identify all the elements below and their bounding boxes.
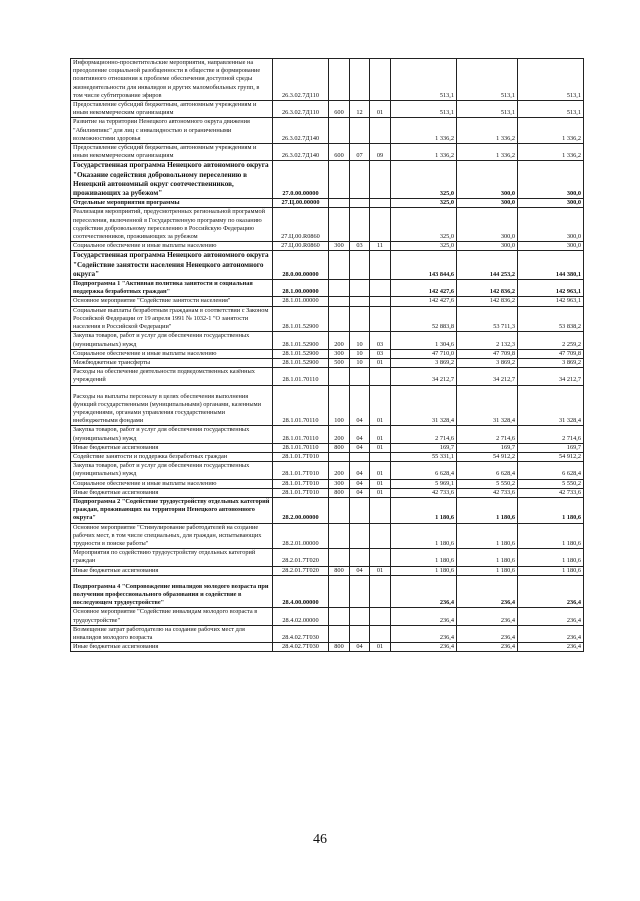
- table-row: [71, 497, 584, 523]
- subsection-code: 03: [370, 332, 391, 349]
- amount-year-3: 53 838,2: [518, 306, 584, 332]
- row-name: Основное мероприятие "Содействие занятости населения": [71, 297, 273, 306]
- expense-type-code: 600: [329, 144, 350, 161]
- amount-year-1: 513,1: [391, 101, 457, 118]
- amount-year-1: 236,4: [391, 625, 457, 642]
- amount-year-1: 513,1: [391, 59, 457, 101]
- amount-year-3: 6 628,4: [518, 462, 584, 479]
- amount-year-1: 42 733,6: [391, 488, 457, 497]
- row-name: Возмещение затрат работодателю на создание рабочих мест для инвалидов молодого возраста: [71, 625, 273, 642]
- row-name: Закупка товаров, работ и услуг для обеспечения государственных (муниципальных) нужд: [71, 332, 273, 349]
- amount-year-3: 54 912,2: [518, 452, 584, 461]
- amount-year-3: 2 259,2: [518, 332, 584, 349]
- target-article-code: 27.Ц.00.R0860: [273, 242, 329, 251]
- amount-year-2: 513,1: [457, 59, 518, 101]
- amount-year-2: 142 836,2: [457, 280, 518, 297]
- table-row: [71, 385, 584, 426]
- expense-type-code: 200: [329, 332, 350, 349]
- expense-type-code: [329, 497, 350, 523]
- table-row: [71, 144, 584, 161]
- amount-year-1: 1 180,6: [391, 549, 457, 566]
- table-row: [71, 443, 584, 452]
- row-name: Основное мероприятие "Стимулирование работодателей на создание рабочих мест, в том числе специальных, для граждан, испытывающих трудности в поиске работы": [71, 523, 273, 549]
- amount-year-1: 5 969,1: [391, 479, 457, 488]
- subsection-code: 01: [370, 479, 391, 488]
- amount-year-3: 1 180,6: [518, 523, 584, 549]
- amount-year-2: 1 336,2: [457, 144, 518, 161]
- expense-type-code: [329, 608, 350, 625]
- table-row: [71, 349, 584, 358]
- subsection-code: 01: [370, 101, 391, 118]
- amount-year-3: 169,7: [518, 443, 584, 452]
- amount-year-2: 1 180,6: [457, 523, 518, 549]
- expense-type-code: [329, 575, 350, 608]
- row-name: Государственная программа Ненецкого автономного округа "Оказание содействия добровольному переселению в Ненецкий автономный округ соотечественников, проживающих за рубежом": [71, 161, 273, 199]
- target-article-code: 28.4.00.00000: [273, 575, 329, 608]
- expense-type-code: [329, 208, 350, 242]
- row-name: Закупка товаров, работ и услуг для обеспечения государственных (муниципальных) нужд: [71, 426, 273, 443]
- subsection-code: 11: [370, 242, 391, 251]
- amount-year-2: 300,0: [457, 208, 518, 242]
- row-name: Подпрограмма 2 "Содействие трудоустройству отдельных категорий граждан, проживающих на территории Ненецкого автономного округа": [71, 497, 273, 523]
- row-name: Социальное обеспечение и иные выплаты населению: [71, 242, 273, 251]
- amount-year-2: 169,7: [457, 443, 518, 452]
- table-row: [71, 297, 584, 306]
- table-row: [71, 608, 584, 625]
- expense-type-code: [329, 549, 350, 566]
- amount-year-2: 47 709,8: [457, 349, 518, 358]
- section-code: [350, 251, 370, 280]
- row-name: Информационно-просветительские мероприятия, направленные на преодоление социальной разобщенности в обществе и формирование позитивного отношения к проблеме обеспечения доступной среды жизнедеятельности для инвалидов и других маломобильных групп, в том числе субтитрование эфиров: [71, 59, 273, 101]
- section-code: 04: [350, 566, 370, 575]
- amount-year-3: 5 550,2: [518, 479, 584, 488]
- amount-year-1: 34 212,7: [391, 368, 457, 385]
- target-article-code: 28.1.01.7Т010: [273, 462, 329, 479]
- subsection-code: 01: [370, 643, 391, 652]
- table-row: [71, 575, 584, 608]
- amount-year-1: 169,7: [391, 443, 457, 452]
- subsection-code: [370, 608, 391, 625]
- amount-year-2: 31 328,4: [457, 385, 518, 426]
- table-row: [71, 242, 584, 251]
- expense-type-code: 500: [329, 358, 350, 367]
- budget-table: [70, 58, 584, 652]
- row-name: Государственная программа Ненецкого автономного округа "Содействие занятости населения Ненецкого автономного округа": [71, 251, 273, 280]
- amount-year-3: 1 180,6: [518, 549, 584, 566]
- amount-year-3: 34 212,7: [518, 368, 584, 385]
- section-code: 04: [350, 462, 370, 479]
- subsection-code: [370, 497, 391, 523]
- table-row: [71, 199, 584, 208]
- subsection-code: [370, 208, 391, 242]
- amount-year-1: 3 869,2: [391, 358, 457, 367]
- section-code: 10: [350, 349, 370, 358]
- subsection-code: 09: [370, 144, 391, 161]
- amount-year-2: 236,4: [457, 608, 518, 625]
- row-name: Социальные выплаты безработным гражданам в соответствии с Законом Российской Федерации от 19 апреля 1991 № 1032-1 "О занятости населения в Российской Федерации": [71, 306, 273, 332]
- expense-type-code: 200: [329, 462, 350, 479]
- target-article-code: 28.2.01.7Т020: [273, 566, 329, 575]
- amount-year-1: 236,4: [391, 575, 457, 608]
- expense-type-code: 200: [329, 426, 350, 443]
- table-row: [71, 59, 584, 101]
- subsection-code: [370, 59, 391, 101]
- amount-year-2: 34 212,7: [457, 368, 518, 385]
- row-name: Социальное обеспечение и иные выплаты населению: [71, 479, 273, 488]
- amount-year-2: 1 180,6: [457, 497, 518, 523]
- subsection-code: 01: [370, 443, 391, 452]
- table-row: [71, 251, 584, 280]
- section-code: [350, 297, 370, 306]
- amount-year-1: 1 336,2: [391, 118, 457, 144]
- section-code: [350, 575, 370, 608]
- target-article-code: 27.0.00.00000: [273, 161, 329, 199]
- section-code: 10: [350, 358, 370, 367]
- expense-type-code: [329, 625, 350, 642]
- amount-year-2: 142 836,2: [457, 297, 518, 306]
- row-name: Реализация мероприятий, предусмотренных региональной программой переселения, включенной в Государственную программу по оказанию содействия добровольному переселению в Российскую Федерацию соотечественников, проживающих за рубежом: [71, 208, 273, 242]
- expense-type-code: [329, 452, 350, 461]
- amount-year-1: 142 427,6: [391, 297, 457, 306]
- amount-year-3: 1 180,6: [518, 497, 584, 523]
- expense-type-code: [329, 161, 350, 199]
- section-code: 04: [350, 643, 370, 652]
- target-article-code: 28.2.01.7Т020: [273, 549, 329, 566]
- row-name: Развитие на территории Ненецкого автономного округа движения "Абилимпикс" для лиц с инвалидностью и ограниченными возможностями здоровья: [71, 118, 273, 144]
- amount-year-3: 1 336,2: [518, 118, 584, 144]
- table-row: [71, 358, 584, 367]
- row-name: Подпрограмма 4 "Сопровождение инвалидов молодого возраста при получении профессионального образования и содействие в последующем трудоустройстве": [71, 575, 273, 608]
- amount-year-1: 325,0: [391, 161, 457, 199]
- amount-year-2: 2 132,3: [457, 332, 518, 349]
- row-name: Предоставление субсидий бюджетным, автономным учреждениям и иным некоммерческим организациям: [71, 144, 273, 161]
- target-article-code: 28.2.00.00000: [273, 497, 329, 523]
- section-code: 04: [350, 479, 370, 488]
- amount-year-1: 52 883,8: [391, 306, 457, 332]
- row-name: Подпрограмма 1 "Активная политика занятости и социальная поддержка безработных граждан": [71, 280, 273, 297]
- expense-type-code: 600: [329, 101, 350, 118]
- amount-year-1: 47 710,0: [391, 349, 457, 358]
- amount-year-1: 2 714,6: [391, 426, 457, 443]
- target-article-code: 28.1.01.70110: [273, 443, 329, 452]
- amount-year-3: 1 180,6: [518, 566, 584, 575]
- row-name: Иные бюджетные ассигнования: [71, 443, 273, 452]
- table-row: [71, 118, 584, 144]
- amount-year-2: 513,1: [457, 101, 518, 118]
- amount-year-3: 236,4: [518, 625, 584, 642]
- amount-year-3: 42 733,6: [518, 488, 584, 497]
- section-code: [350, 497, 370, 523]
- expense-type-code: [329, 297, 350, 306]
- subsection-code: 01: [370, 488, 391, 497]
- target-article-code: 26.3.02.7Д140: [273, 118, 329, 144]
- target-article-code: 26.3.02.7Д110: [273, 59, 329, 101]
- table-row: [71, 161, 584, 199]
- section-code: [350, 625, 370, 642]
- target-article-code: 28.1.01.52900: [273, 332, 329, 349]
- amount-year-1: 1 180,6: [391, 523, 457, 549]
- amount-year-2: 54 912,2: [457, 452, 518, 461]
- table-row: [71, 452, 584, 461]
- target-article-code: 28.1.01.52900: [273, 358, 329, 367]
- amount-year-2: 6 628,4: [457, 462, 518, 479]
- amount-year-2: 236,4: [457, 643, 518, 652]
- amount-year-3: 236,4: [518, 643, 584, 652]
- amount-year-3: 236,4: [518, 575, 584, 608]
- subsection-code: [370, 452, 391, 461]
- section-code: 12: [350, 101, 370, 118]
- target-article-code: 28.1.01.70110: [273, 385, 329, 426]
- amount-year-2: 236,4: [457, 575, 518, 608]
- amount-year-2: 300,0: [457, 161, 518, 199]
- row-name: Иные бюджетные ассигнования: [71, 643, 273, 652]
- amount-year-1: 325,0: [391, 242, 457, 251]
- expense-type-code: 800: [329, 566, 350, 575]
- row-name: Предоставление субсидий бюджетным, автономным учреждениям и иным некоммерческим организациям: [71, 101, 273, 118]
- table-row: [71, 101, 584, 118]
- row-name: Отдельные мероприятия программы: [71, 199, 273, 208]
- amount-year-2: 5 550,2: [457, 479, 518, 488]
- target-article-code: 27.Ц.00.R0860: [273, 208, 329, 242]
- table-row: [71, 208, 584, 242]
- section-code: 04: [350, 443, 370, 452]
- amount-year-3: 300,0: [518, 161, 584, 199]
- expense-type-code: [329, 368, 350, 385]
- target-article-code: 28.1.01.7Т010: [273, 479, 329, 488]
- amount-year-3: 47 709,8: [518, 349, 584, 358]
- amount-year-2: 300,0: [457, 242, 518, 251]
- target-article-code: 28.4.02.00000: [273, 608, 329, 625]
- row-name: Закупка товаров, работ и услуг для обеспечения государственных (муниципальных) нужд: [71, 462, 273, 479]
- subsection-code: [370, 297, 391, 306]
- subsection-code: [370, 251, 391, 280]
- target-article-code: 28.1.01.7Т010: [273, 452, 329, 461]
- subsection-code: [370, 280, 391, 297]
- row-name: Иные бюджетные ассигнования: [71, 488, 273, 497]
- row-name: Социальное обеспечение и иные выплаты населению: [71, 349, 273, 358]
- amount-year-3: 300,0: [518, 208, 584, 242]
- section-code: 03: [350, 242, 370, 251]
- amount-year-3: 2 714,6: [518, 426, 584, 443]
- row-name: Расходы на выплаты персоналу в целях обеспечения выполнения функций государственными (муниципальными) органами, казенными учреждениями, органами управления государственными внебюджетными фондами: [71, 385, 273, 426]
- expense-type-code: 300: [329, 349, 350, 358]
- amount-year-2: 1 180,6: [457, 566, 518, 575]
- target-article-code: 28.0.00.00000: [273, 251, 329, 280]
- subsection-code: [370, 523, 391, 549]
- amount-year-3: 513,1: [518, 59, 584, 101]
- amount-year-3: 3 869,2: [518, 358, 584, 367]
- amount-year-3: 142 963,1: [518, 280, 584, 297]
- amount-year-3: 142 963,1: [518, 297, 584, 306]
- target-article-code: 28.1.01.70110: [273, 426, 329, 443]
- row-name: Межбюджетные трансферты: [71, 358, 273, 367]
- section-code: [350, 59, 370, 101]
- subsection-code: 01: [370, 462, 391, 479]
- section-code: 04: [350, 488, 370, 497]
- table-row: [71, 549, 584, 566]
- section-code: 04: [350, 385, 370, 426]
- expense-type-code: [329, 118, 350, 144]
- amount-year-3: 1 336,2: [518, 144, 584, 161]
- amount-year-1: 31 328,4: [391, 385, 457, 426]
- amount-year-1: 236,4: [391, 608, 457, 625]
- section-code: [350, 199, 370, 208]
- amount-year-1: 1 304,6: [391, 332, 457, 349]
- subsection-code: [370, 161, 391, 199]
- section-code: [350, 280, 370, 297]
- row-name: Расходы на обеспечение деятельности подведомственных казённых учреждений: [71, 368, 273, 385]
- amount-year-2: 3 869,2: [457, 358, 518, 367]
- expense-type-code: 300: [329, 242, 350, 251]
- amount-year-2: 2 714,6: [457, 426, 518, 443]
- target-article-code: 28.1.01.70110: [273, 368, 329, 385]
- section-code: [350, 306, 370, 332]
- amount-year-2: 300,0: [457, 199, 518, 208]
- table-row: [71, 368, 584, 385]
- subsection-code: 01: [370, 385, 391, 426]
- target-article-code: 28.2.01.00000: [273, 523, 329, 549]
- amount-year-1: 325,0: [391, 208, 457, 242]
- section-code: [350, 523, 370, 549]
- amount-year-2: 42 733,6: [457, 488, 518, 497]
- expense-type-code: [329, 59, 350, 101]
- amount-year-2: 144 253,2: [457, 251, 518, 280]
- section-code: [350, 368, 370, 385]
- amount-year-2: 236,4: [457, 625, 518, 642]
- target-article-code: 27.Ц.00.00000: [273, 199, 329, 208]
- target-article-code: 28.1.00.00000: [273, 280, 329, 297]
- section-code: [350, 549, 370, 566]
- amount-year-1: 55 331,1: [391, 452, 457, 461]
- expense-type-code: [329, 523, 350, 549]
- amount-year-2: 1 180,6: [457, 549, 518, 566]
- subsection-code: 03: [370, 349, 391, 358]
- subsection-code: 01: [370, 426, 391, 443]
- target-article-code: 28.4.02.7Т030: [273, 625, 329, 642]
- row-name: Содействие занятости и поддержка безработных граждан: [71, 452, 273, 461]
- target-article-code: 28.1.01.52900: [273, 349, 329, 358]
- expense-type-code: [329, 199, 350, 208]
- amount-year-1: 236,4: [391, 643, 457, 652]
- table-row: [71, 566, 584, 575]
- target-article-code: 28.1.01.52900: [273, 306, 329, 332]
- table-row: [71, 462, 584, 479]
- subsection-code: [370, 625, 391, 642]
- section-code: 04: [350, 426, 370, 443]
- table-row: [71, 426, 584, 443]
- amount-year-1: 1 180,6: [391, 566, 457, 575]
- amount-year-1: 142 427,6: [391, 280, 457, 297]
- target-article-code: 28.1.01.7Т010: [273, 488, 329, 497]
- table-row: [71, 643, 584, 652]
- target-article-code: 26.3.02.7Д140: [273, 144, 329, 161]
- subsection-code: 01: [370, 566, 391, 575]
- section-code: [350, 452, 370, 461]
- section-code: [350, 608, 370, 625]
- expense-type-code: 800: [329, 643, 350, 652]
- subsection-code: [370, 118, 391, 144]
- subsection-code: [370, 199, 391, 208]
- page-number: 46: [313, 832, 327, 847]
- subsection-code: [370, 368, 391, 385]
- amount-year-2: 1 336,2: [457, 118, 518, 144]
- expense-type-code: 100: [329, 385, 350, 426]
- target-article-code: 28.4.02.7Т030: [273, 643, 329, 652]
- subsection-code: [370, 549, 391, 566]
- table-row: [71, 332, 584, 349]
- amount-year-3: 144 380,1: [518, 251, 584, 280]
- amount-year-3: 300,0: [518, 242, 584, 251]
- amount-year-1: 1 180,6: [391, 497, 457, 523]
- amount-year-3: 300,0: [518, 199, 584, 208]
- table-row: [71, 488, 584, 497]
- subsection-code: [370, 306, 391, 332]
- table-row: [71, 306, 584, 332]
- target-article-code: 26.3.02.7Д110: [273, 101, 329, 118]
- row-name: Иные бюджетные ассигнования: [71, 566, 273, 575]
- subsection-code: [370, 575, 391, 608]
- section-code: [350, 208, 370, 242]
- table-row: [71, 625, 584, 642]
- row-name: Мероприятия по содействию трудоустройству отдельных категорий граждан: [71, 549, 273, 566]
- amount-year-3: 236,4: [518, 608, 584, 625]
- table-row: [71, 479, 584, 488]
- row-name: Основное мероприятие "Содействие инвалидам молодого возраста в трудоустройстве": [71, 608, 273, 625]
- amount-year-1: 325,0: [391, 199, 457, 208]
- expense-type-code: 800: [329, 488, 350, 497]
- amount-year-1: 6 628,4: [391, 462, 457, 479]
- amount-year-3: 31 328,4: [518, 385, 584, 426]
- expense-type-code: 300: [329, 479, 350, 488]
- subsection-code: 01: [370, 358, 391, 367]
- target-article-code: 28.1.01.00000: [273, 297, 329, 306]
- section-code: [350, 118, 370, 144]
- amount-year-2: 53 711,3: [457, 306, 518, 332]
- table-row: [71, 523, 584, 549]
- section-code: 10: [350, 332, 370, 349]
- amount-year-1: 1 336,2: [391, 144, 457, 161]
- section-code: 07: [350, 144, 370, 161]
- expense-type-code: [329, 280, 350, 297]
- expense-type-code: [329, 251, 350, 280]
- expense-type-code: 800: [329, 443, 350, 452]
- expense-type-code: [329, 306, 350, 332]
- amount-year-3: 513,1: [518, 101, 584, 118]
- amount-year-1: 143 844,6: [391, 251, 457, 280]
- table-row: [71, 280, 584, 297]
- section-code: [350, 161, 370, 199]
